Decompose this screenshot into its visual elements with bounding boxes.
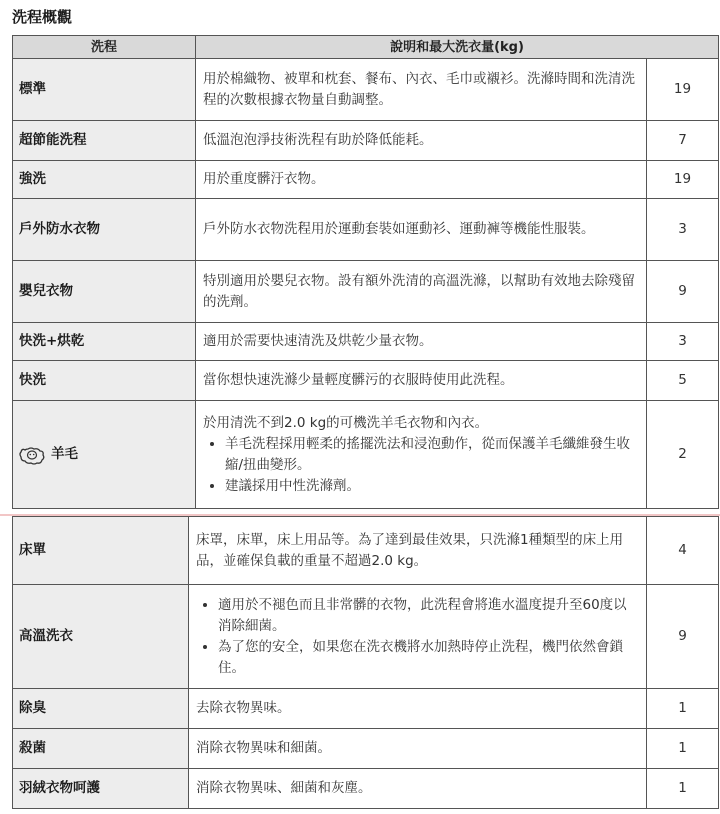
wool-sheep-icon bbox=[19, 444, 45, 466]
table-row bbox=[13, 401, 719, 509]
max-load: 7 bbox=[647, 121, 719, 161]
table-row bbox=[13, 689, 719, 729]
max-load: 5 bbox=[647, 361, 719, 401]
table-row bbox=[13, 121, 719, 161]
max-load: 19 bbox=[647, 59, 719, 121]
program-name: 床單 bbox=[13, 517, 189, 585]
program-description: 當你想快速洗滌少量輕度髒污的衣服時使用此洗程。 bbox=[196, 361, 647, 401]
table-row bbox=[13, 161, 719, 199]
table-row bbox=[13, 769, 719, 809]
max-load: 9 bbox=[647, 585, 719, 689]
program-description: 消除衣物異味、細菌和灰塵。 bbox=[189, 769, 647, 809]
program-description: 去除衣物異味。 bbox=[189, 689, 647, 729]
wool-bullet: • 建議採用中性洗滌劑。 bbox=[225, 476, 639, 497]
program-name: 嬰兒衣物 bbox=[13, 261, 196, 323]
table-row bbox=[13, 323, 719, 361]
max-load: 3 bbox=[647, 323, 719, 361]
max-load: 4 bbox=[647, 517, 719, 585]
wool-bullet: • 羊毛洗程採用輕柔的搖擺洗法和浸泡動作，從而保護羊毛纖維發生收縮/扭曲變形。 bbox=[225, 434, 639, 476]
high-temp-bullet: • 適用於不褪色而且非常髒的衣物，此洗程會將進水溫度提升至60度以消除細菌。 bbox=[218, 595, 639, 637]
program-name: 殺菌 bbox=[13, 729, 189, 769]
program-description: 用於棉織物、被單和枕套、餐布、內衣、毛巾或襯衫。洗滌時間和洗清洗程的次數根據衣物量自動調整。 bbox=[196, 59, 647, 121]
table-row bbox=[13, 585, 719, 689]
max-load: 1 bbox=[647, 769, 719, 809]
wool-intro: 於用清洗不到2.0 kg的可機洗羊毛衣物和內衣。 bbox=[203, 414, 489, 431]
program-name: 快洗 bbox=[13, 361, 196, 401]
program-description: 床罩，床單，床上用品等。為了達到最佳效果，只洗滌1種類型的床上用品，並確保負載的重量不超過2.0 kg。 bbox=[189, 517, 647, 585]
program-name: 羽絨衣物呵護 bbox=[13, 769, 189, 809]
program-name: 戶外防水衣物 bbox=[13, 199, 196, 261]
max-load: 3 bbox=[647, 199, 719, 261]
max-load: 9 bbox=[647, 261, 719, 323]
program-name-cell bbox=[13, 401, 196, 509]
program-description bbox=[189, 585, 647, 689]
program-description bbox=[196, 401, 647, 509]
program-table-top bbox=[12, 35, 719, 509]
program-name: 強洗 bbox=[13, 161, 196, 199]
table-row bbox=[13, 729, 719, 769]
table-row bbox=[13, 59, 719, 121]
program-name: 高溫洗衣 bbox=[13, 585, 189, 689]
table-row bbox=[13, 361, 719, 401]
program-name: 羊毛 bbox=[51, 446, 78, 462]
max-load: 2 bbox=[647, 401, 719, 509]
program-description: 低溫泡泡淨技術洗程有助於降低能耗。 bbox=[196, 121, 647, 161]
header-description: 說明和最大洗衣量(kg) bbox=[196, 36, 719, 59]
program-name: 快洗+烘乾 bbox=[13, 323, 196, 361]
high-temp-bullet: • 為了您的安全，如果您在洗衣機將水加熱時停止洗程，機門依然會鎖住。 bbox=[218, 637, 639, 679]
table-row bbox=[13, 261, 719, 323]
program-description: 適用於需要快速清洗及烘乾少量衣物。 bbox=[196, 323, 647, 361]
program-name: 標準 bbox=[13, 59, 196, 121]
max-load: 1 bbox=[647, 729, 719, 769]
table-row bbox=[13, 517, 719, 585]
program-name: 除臭 bbox=[13, 689, 189, 729]
page-title: 洗程概觀 bbox=[12, 8, 73, 26]
program-name: 超節能洗程 bbox=[13, 121, 196, 161]
program-table-bottom bbox=[12, 516, 719, 809]
max-load: 1 bbox=[647, 689, 719, 729]
program-description: 消除衣物異味和細菌。 bbox=[189, 729, 647, 769]
program-description: 特別適用於嬰兒衣物。設有額外洗清的高溫洗滌，以幫助有效地去除殘留的洗劑。 bbox=[196, 261, 647, 323]
table-header-row bbox=[13, 36, 719, 59]
header-program: 洗程 bbox=[13, 36, 196, 59]
program-description: 戶外防水衣物洗程用於運動套裝如運動衫、運動褲等機能性服裝。 bbox=[196, 199, 647, 261]
program-description: 用於重度髒汙衣物。 bbox=[196, 161, 647, 199]
table-row bbox=[13, 199, 719, 261]
max-load: 19 bbox=[647, 161, 719, 199]
